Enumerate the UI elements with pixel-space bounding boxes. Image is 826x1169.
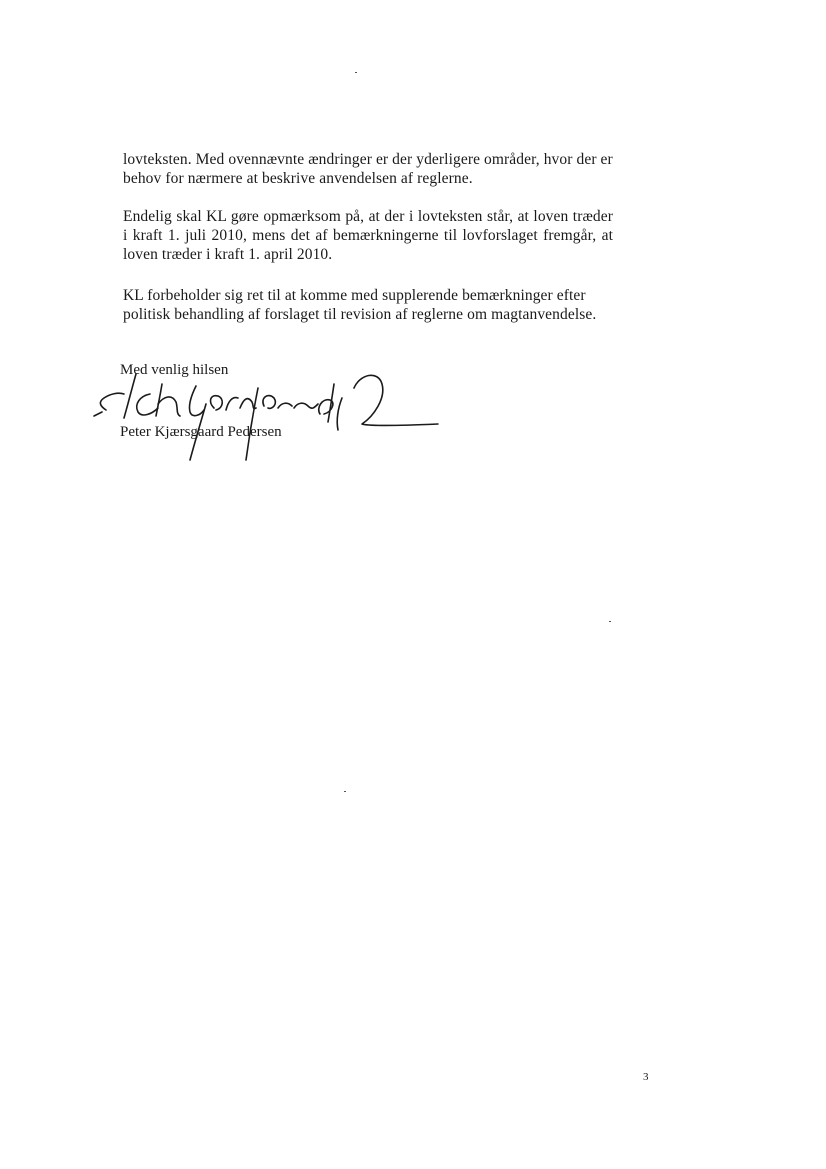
body-paragraph-1 <box>123 150 613 188</box>
signer-name: Peter Kjærsgaard Pedersen <box>120 424 282 440</box>
handwritten-signature <box>92 368 440 464</box>
paragraph-text: Endelig skal KL gøre opmærksom på, at der i lovteksten står, at loven træder i kraft 1. juli 2010, mens det af bemærkningerne til lovforslaget fremgår, at loven træder i kraft 1. april 2010. <box>123 208 613 263</box>
scan-speck <box>355 72 357 73</box>
page-number: 3 <box>643 1071 649 1083</box>
paragraph-text: KL forbeholder sig ret til at komme med supplerende bemærkninger efter politisk behandling af forslaget til revision af reglerne om magtanvendelse. <box>123 287 597 323</box>
scan-speck <box>609 621 611 622</box>
closing-salutation: Med venlig hilsen <box>120 362 229 378</box>
body-paragraph-3 <box>123 286 613 324</box>
scan-speck <box>344 791 346 792</box>
body-paragraph-2 <box>123 207 613 264</box>
paragraph-text: lovteksten. Med ovennævnte ændringer er der yderligere områder, hvor der er behov for nærmere at beskrive anvendelsen af reglerne. <box>123 151 613 187</box>
